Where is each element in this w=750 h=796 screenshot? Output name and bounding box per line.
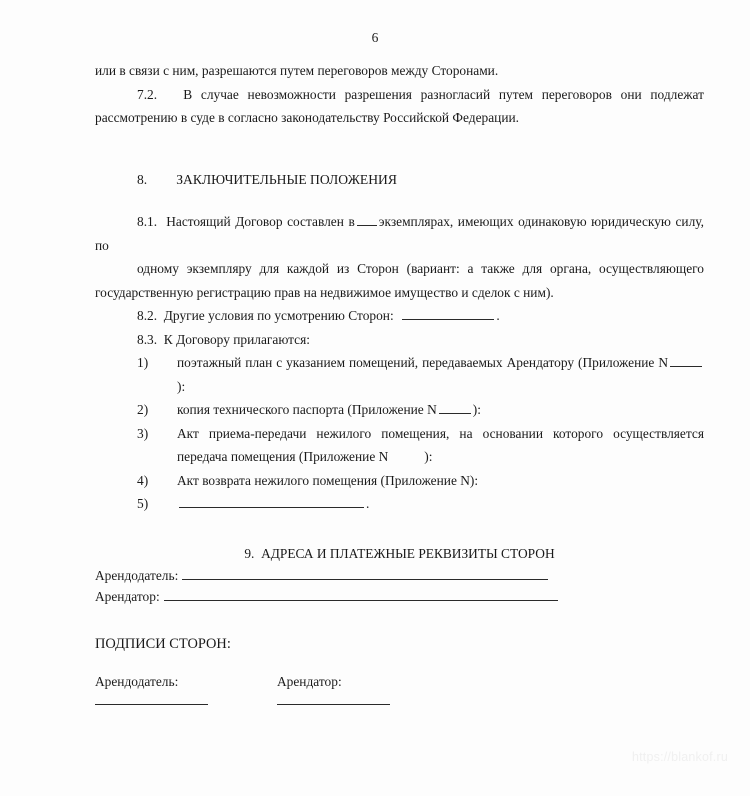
clause-7-2 (95, 83, 704, 130)
signatures-labels-row (95, 670, 704, 694)
clause-8-1-number: 8.1. (137, 214, 158, 229)
section-9-heading (95, 542, 704, 566)
clause-8-2-number: 8.2. (137, 308, 158, 323)
signature-lines-row (95, 703, 704, 705)
attachment-item-1 (95, 351, 704, 398)
attachment-item-2-tail: ): (472, 402, 481, 417)
clause-8-2 (95, 304, 704, 328)
attachment-item-5-blank[interactable] (179, 496, 364, 508)
document-body (95, 59, 704, 705)
signature-label-landlord: Арендодатель: (95, 673, 179, 689)
clause-7-2-text: В случае невозможности разрешения разногласий путем переговоров они подлежат рассмотрению в суде в согласно законодательству Российской Федерации. (95, 86, 704, 125)
clause-8-3-text: К Договору прилагаются: (163, 331, 311, 347)
clause-8-1-copies-blank[interactable] (357, 214, 377, 226)
attachment-item-1-blank[interactable] (670, 355, 702, 367)
clause-8-2-text: Другие условия по усмотрению Сторон: (163, 308, 394, 323)
watermark: https://blankof.ru (631, 750, 728, 764)
requisites-input-tenant[interactable] (164, 590, 558, 601)
attachment-item-5-marker: 5) (137, 496, 149, 511)
signatures-heading: ПОДПИСИ СТОРОН: (95, 636, 231, 652)
signature-line-landlord[interactable] (95, 703, 208, 705)
section-8-heading (95, 168, 704, 192)
requisites-input-landlord[interactable] (182, 569, 548, 580)
attachment-item-3 (95, 422, 704, 469)
attachment-item-2 (95, 398, 704, 422)
clause-8-3-number: 8.3. (137, 331, 158, 347)
attachment-item-5 (95, 492, 704, 516)
clause-8-2-tail: . (496, 308, 500, 323)
signature-line-tenant[interactable] (277, 703, 390, 705)
section-9-title: АДРЕСА И ПЛАТЕЖНЫЕ РЕКВИЗИТЫ СТОРОН (261, 545, 555, 561)
clause-7-2-number: 7.2. (137, 86, 158, 102)
section-8-number: 8. (137, 171, 148, 187)
attachment-item-3-blank[interactable] (390, 450, 422, 461)
clause-8-3 (95, 328, 704, 352)
section-9-number: 9. (244, 545, 255, 561)
requisites-label-landlord: Арендодатель: (95, 568, 179, 583)
attachment-item-2-text: копия технического паспорта (Приложение N (177, 402, 437, 417)
attachment-item-4-marker: 4) (137, 472, 149, 488)
attachment-item-2-blank[interactable] (439, 402, 471, 414)
attachment-item-4 (95, 469, 704, 493)
requisites-row-landlord (95, 565, 704, 586)
signature-label-tenant: Арендатор: (277, 673, 342, 689)
page-number: 6 (371, 30, 379, 45)
clause-8-1-text-part1: Настоящий Договор составлен в (166, 214, 355, 229)
attachment-item-2-marker: 2) (137, 402, 149, 417)
requisites-row-tenant (95, 586, 704, 607)
clause-8-1 (95, 210, 704, 257)
requisites-label-tenant: Арендатор: (95, 589, 160, 604)
attachment-item-3-tail: ): (424, 449, 433, 464)
attachment-item-1-marker: 1) (137, 355, 149, 370)
clause-8-1-text-part2: экземплярах, имеющих одинаковую юридическую силу, по (95, 214, 704, 253)
attachment-item-1-tail: ): (177, 378, 186, 394)
section-8-title: ЗАКЛЮЧИТЕЛЬНЫЕ ПОЛОЖЕНИЯ (176, 171, 397, 187)
attachment-item-3-text: Акт приема-передачи нежилого помещения, на основании которого осуществляется передача помещения (Приложение N (177, 425, 704, 464)
attachment-item-4-text: Акт возврата нежилого помещения (Приложение N): (177, 472, 479, 488)
clause-7-1-tail: или в связи с ним, разрешаются путем переговоров между Сторонами. (95, 63, 499, 78)
attachment-item-1-text: поэтажный план с указанием помещений, передаваемых Арендатору (Приложение N (177, 355, 668, 370)
attachment-item-3-marker: 3) (137, 425, 149, 441)
clause-8-1-continued: одному экземпляру для каждой из Сторон (вариант: а также для органа, осуществляющего государственную регистрацию прав на недвижимое имущество и сделок с ним). (95, 261, 704, 300)
attachment-item-5-tail: . (366, 496, 370, 511)
clause-8-2-blank[interactable] (402, 308, 494, 320)
